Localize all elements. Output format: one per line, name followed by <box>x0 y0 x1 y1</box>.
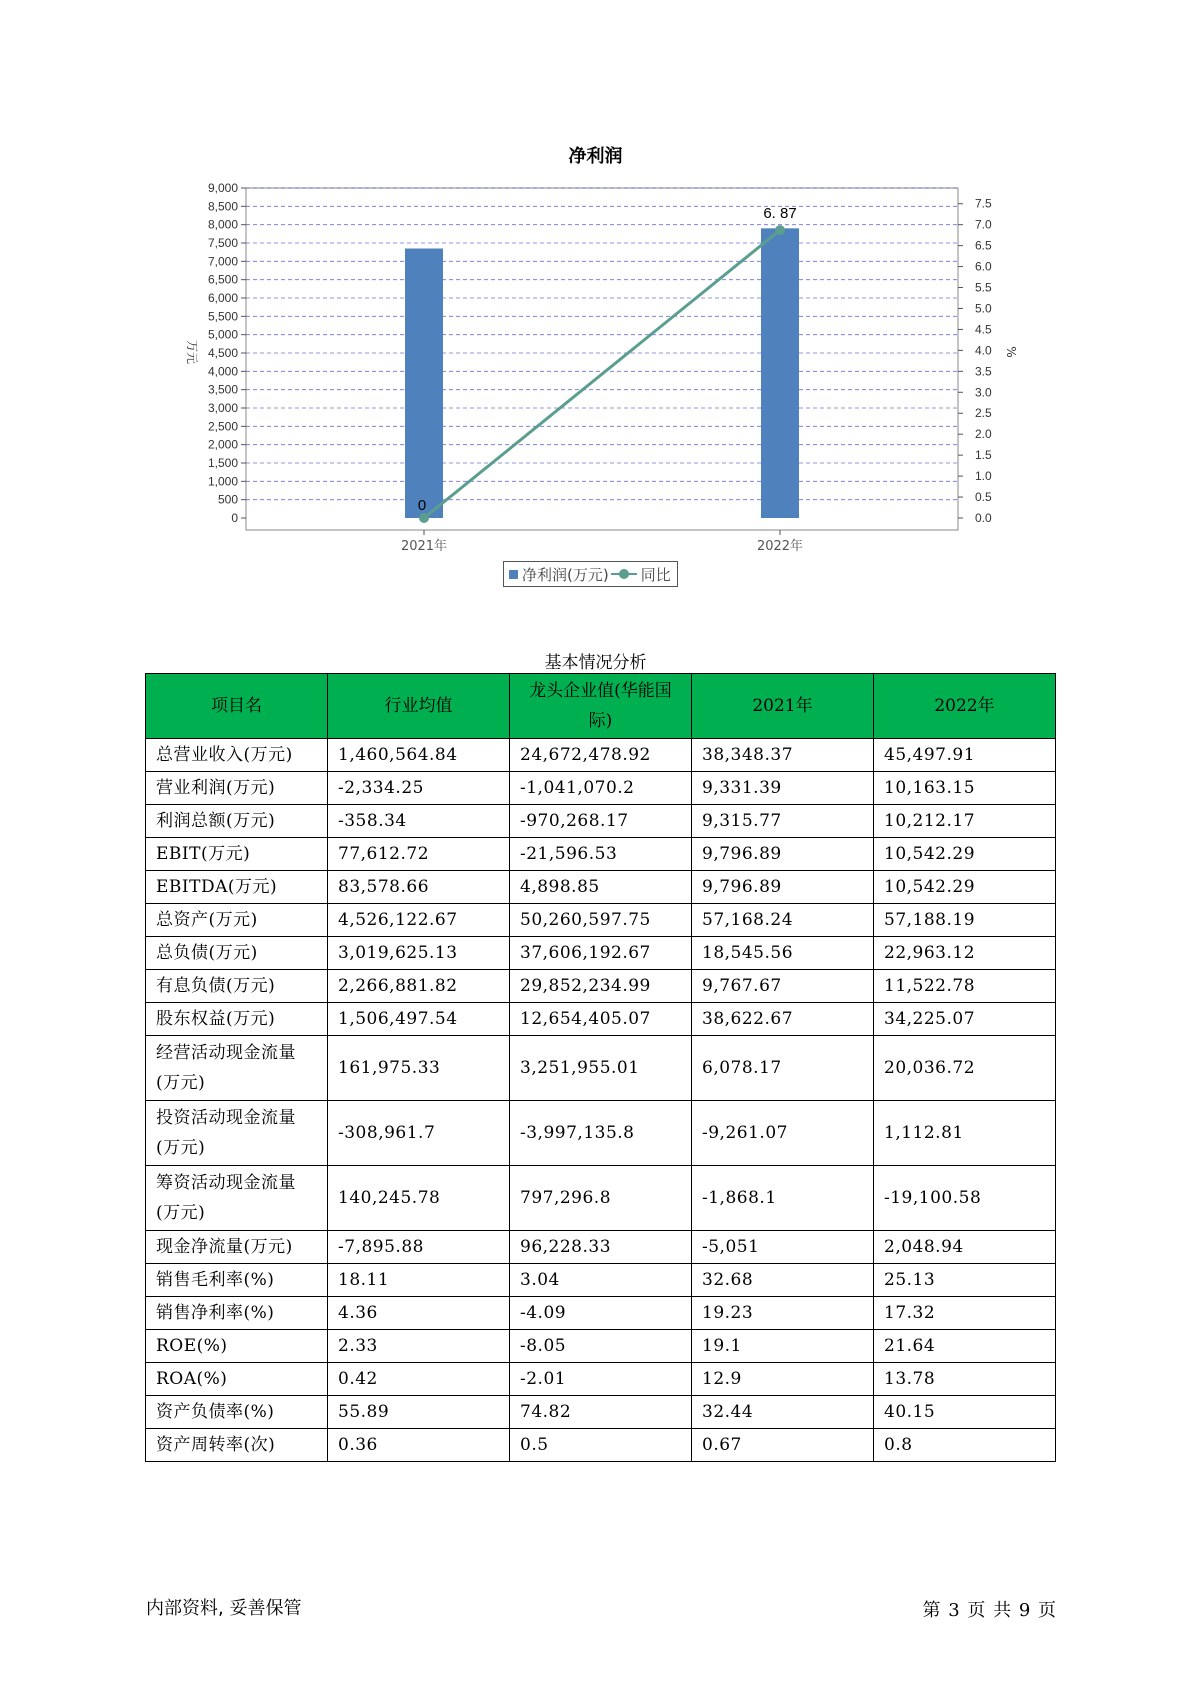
y2-tick-label: 6.0 <box>975 259 992 274</box>
data-label-yoy: 0 <box>417 497 427 514</box>
row-label-cell: EBITDA(万元) <box>146 871 328 904</box>
net-profit-chart <box>0 0 1191 560</box>
footer-page-number: 第 3 页 共 9 页 <box>922 1600 1056 1621</box>
table-cell: 19.1 <box>692 1330 874 1363</box>
y2-tick-label: 7.0 <box>975 217 992 232</box>
legend-line-swatch <box>611 569 637 579</box>
table-cell: 1,112.81 <box>874 1101 1056 1166</box>
table-row <box>146 937 1056 970</box>
table-cell: 9,331.39 <box>692 772 874 805</box>
y-tick-label: 6,000 <box>207 291 238 305</box>
y-tick-label: 0 <box>231 511 238 525</box>
row-label-cell: 利润总额(万元) <box>146 805 328 838</box>
table-cell: 13.78 <box>874 1363 1056 1396</box>
point-yoy-2022年 <box>775 225 785 235</box>
row-label-cell: 资产负债率(%) <box>146 1396 328 1429</box>
table-cell: 96,228.33 <box>510 1231 692 1264</box>
table-row <box>146 1330 1056 1363</box>
y-tick-label: 3,500 <box>207 382 238 397</box>
table-cell: 77,612.72 <box>328 838 510 871</box>
x-tick-label: 2022年 <box>756 539 804 554</box>
table-row <box>146 970 1056 1003</box>
table-cell: 797,296.8 <box>510 1166 692 1231</box>
table-cell: 9,767.67 <box>692 970 874 1003</box>
table-row <box>146 904 1056 937</box>
table-row <box>146 739 1056 772</box>
x-tick-label: 2021年 <box>400 539 448 554</box>
table-cell: 74.82 <box>510 1396 692 1429</box>
y-tick-label: 9,000 <box>207 181 238 195</box>
row-label-cell: 总负债(万元) <box>146 937 328 970</box>
y-tick-label: 7,000 <box>207 254 238 269</box>
table-cell: 2.33 <box>328 1330 510 1363</box>
basic-analysis-table <box>145 673 1056 1462</box>
y-tick-label: 500 <box>217 492 238 507</box>
y2-tick-label: 2.0 <box>975 427 992 442</box>
y-tick-label: 8,000 <box>207 217 238 232</box>
table-cell: 2,048.94 <box>874 1231 1056 1264</box>
table-cell: 17.32 <box>874 1297 1056 1330</box>
table-row <box>146 772 1056 805</box>
table-cell: -358.34 <box>328 805 510 838</box>
table-row <box>146 1363 1056 1396</box>
table-cell: 0.5 <box>510 1429 692 1462</box>
table-row <box>146 1429 1056 1462</box>
table-cell: 10,212.17 <box>874 805 1056 838</box>
table-cell: -19,100.58 <box>874 1166 1056 1231</box>
y-tick-label: 8,500 <box>207 199 238 214</box>
table-row <box>146 838 1056 871</box>
table-cell: 20,036.72 <box>874 1036 1056 1101</box>
table-row <box>146 871 1056 904</box>
table-cell: 22,963.12 <box>874 937 1056 970</box>
table-cell: -5,051 <box>692 1231 874 1264</box>
table-cell: 45,497.91 <box>874 739 1056 772</box>
table-cell: 0.8 <box>874 1429 1056 1462</box>
plot-area <box>246 188 958 530</box>
footer-confidential-note: 内部资料, 妥善保管 <box>146 1598 302 1619</box>
table-cell: 38,348.37 <box>692 739 874 772</box>
y-tick-label: 2,500 <box>207 419 238 434</box>
table-cell: 9,796.89 <box>692 871 874 904</box>
table-cell: 25.13 <box>874 1264 1056 1297</box>
table-cell: 9,315.77 <box>692 805 874 838</box>
header-item-name: 项目名 <box>146 674 328 739</box>
row-label-cell: 营业利润(万元) <box>146 772 328 805</box>
table-cell: -1,868.1 <box>692 1166 874 1231</box>
table-cell: 55.89 <box>328 1396 510 1429</box>
table-cell: 57,188.19 <box>874 904 1056 937</box>
table-row <box>146 1101 1056 1166</box>
y2-tick-label: 6.5 <box>975 238 992 253</box>
table-cell: 0.42 <box>328 1363 510 1396</box>
table-cell: 10,163.15 <box>874 772 1056 805</box>
y2-tick-label: 4.5 <box>975 322 992 337</box>
header-leader-value: 龙头企业值(华能国际) <box>510 674 692 739</box>
table-cell: 18,545.56 <box>692 937 874 970</box>
table-cell: 12.9 <box>692 1363 874 1396</box>
table-cell: 38,622.67 <box>692 1003 874 1036</box>
table-row <box>146 1297 1056 1330</box>
table-row <box>146 805 1056 838</box>
y-tick-label: 1,500 <box>207 456 238 470</box>
y-tick-label: 6,500 <box>207 272 238 287</box>
table-cell: 34,225.07 <box>874 1003 1056 1036</box>
table-cell: 11,522.78 <box>874 970 1056 1003</box>
row-label-cell: 现金净流量(万元) <box>146 1231 328 1264</box>
table-cell: 4.36 <box>328 1297 510 1330</box>
table-row <box>146 1003 1056 1036</box>
table-cell: 37,606,192.67 <box>510 937 692 970</box>
row-label-cell: 经营活动现金流量(万元) <box>146 1036 328 1101</box>
y2-tick-label: 0.5 <box>975 490 992 505</box>
table-cell: 1,506,497.54 <box>328 1003 510 1036</box>
row-label-cell: ROA(%) <box>146 1363 328 1396</box>
table-cell: -4.09 <box>510 1297 692 1330</box>
y-tick-label: 4,500 <box>207 346 238 360</box>
legend-bar-swatch <box>509 570 518 579</box>
y-tick-label: 5,500 <box>207 309 238 324</box>
header-industry-avg: 行业均值 <box>328 674 510 739</box>
table-cell: 6,078.17 <box>692 1036 874 1101</box>
table-cell: 32.44 <box>692 1396 874 1429</box>
y2-tick-label: 0.0 <box>975 511 992 525</box>
y-tick-label: 7,500 <box>207 236 238 250</box>
table-cell: -2,334.25 <box>328 772 510 805</box>
y2-tick-label: 3.0 <box>975 385 992 400</box>
table-cell: -9,261.07 <box>692 1101 874 1166</box>
legend-label-yoy: 同比 <box>640 565 671 584</box>
chart-legend <box>503 561 678 587</box>
point-yoy-2021年 <box>419 513 429 523</box>
bar-net-profit-2021年 <box>405 249 443 519</box>
table-cell: 4,526,122.67 <box>328 904 510 937</box>
row-label-cell: 筹资活动现金流量(万元) <box>146 1166 328 1231</box>
y2-tick-label: 3.5 <box>975 364 992 379</box>
table-cell: 12,654,405.07 <box>510 1003 692 1036</box>
table-cell: 2,266,881.82 <box>328 970 510 1003</box>
data-label-yoy: 6. 87 <box>763 205 797 223</box>
row-label-cell: 销售毛利率(%) <box>146 1264 328 1297</box>
table-cell: 40.15 <box>874 1396 1056 1429</box>
table-cell: 10,542.29 <box>874 838 1056 871</box>
table-cell: 19.23 <box>692 1297 874 1330</box>
table-cell: 83,578.66 <box>328 871 510 904</box>
table-cell: 140,245.78 <box>328 1166 510 1231</box>
table-cell: 50,260,597.75 <box>510 904 692 937</box>
row-label-cell: 销售净利率(%) <box>146 1297 328 1330</box>
row-label-cell: 股东权益(万元) <box>146 1003 328 1036</box>
table-cell: 1,460,564.84 <box>328 739 510 772</box>
table-cell: -21,596.53 <box>510 838 692 871</box>
y-tick-label: 1,000 <box>207 474 238 489</box>
table-row <box>146 1264 1056 1297</box>
y-tick-label: 4,000 <box>207 364 238 379</box>
y-tick-label: 3,000 <box>207 401 238 415</box>
table-cell: 0.36 <box>328 1429 510 1462</box>
table-cell: 18.11 <box>328 1264 510 1297</box>
table-cell: -7,895.88 <box>328 1231 510 1264</box>
table-cell: 3,251,955.01 <box>510 1036 692 1101</box>
table-cell: -2.01 <box>510 1363 692 1396</box>
row-label-cell: 总营业收入(万元) <box>146 739 328 772</box>
table-row <box>146 1166 1056 1231</box>
y2-tick-label: 2.5 <box>975 406 992 421</box>
row-label-cell: ROE(%) <box>146 1330 328 1363</box>
table-header-row <box>146 674 1056 739</box>
table-caption: 基本情况分析 <box>544 653 647 673</box>
row-label-cell: 有息负债(万元) <box>146 970 328 1003</box>
table-cell: -3,997,135.8 <box>510 1101 692 1166</box>
row-label-cell: 投资活动现金流量(万元) <box>146 1101 328 1166</box>
y-axis-title: 万元 <box>185 339 199 365</box>
y2-tick-label: 4.0 <box>975 343 992 358</box>
y-tick-label: 5,000 <box>207 327 238 342</box>
table-cell: 10,542.29 <box>874 871 1056 904</box>
table-row <box>146 1231 1056 1264</box>
y2-axis-title: % <box>1004 346 1018 358</box>
chart-title: 净利润 <box>568 146 623 167</box>
legend-label-net-profit: 净利润(万元) <box>522 565 609 584</box>
table-cell: -8.05 <box>510 1330 692 1363</box>
table-cell: 0.67 <box>692 1429 874 1462</box>
bar-net-profit-2022年 <box>761 228 799 518</box>
y2-tick-label: 1.5 <box>975 448 992 463</box>
table-cell: 57,168.24 <box>692 904 874 937</box>
table-cell: -970,268.17 <box>510 805 692 838</box>
table-cell: 29,852,234.99 <box>510 970 692 1003</box>
table-cell: 3,019,625.13 <box>328 937 510 970</box>
table-row <box>146 1036 1056 1101</box>
y-tick-label: 2,000 <box>207 437 238 452</box>
row-label-cell: 资产周转率(次) <box>146 1429 328 1462</box>
table-cell: -308,961.7 <box>328 1101 510 1166</box>
y2-tick-label: 5.0 <box>975 301 992 316</box>
table-row <box>146 1396 1056 1429</box>
y2-tick-label: 5.5 <box>975 280 992 295</box>
table-cell: 21.64 <box>874 1330 1056 1363</box>
table-cell: 32.68 <box>692 1264 874 1297</box>
y2-tick-label: 7.5 <box>975 196 992 211</box>
row-label-cell: EBIT(万元) <box>146 838 328 871</box>
header-2021: 2021年 <box>692 674 874 739</box>
row-label-cell: 总资产(万元) <box>146 904 328 937</box>
table-cell: -1,041,070.2 <box>510 772 692 805</box>
y2-tick-label: 1.0 <box>975 469 992 484</box>
table-cell: 161,975.33 <box>328 1036 510 1101</box>
table-cell: 9,796.89 <box>692 838 874 871</box>
table-cell: 4,898.85 <box>510 871 692 904</box>
table-cell: 24,672,478.92 <box>510 739 692 772</box>
header-2022: 2022年 <box>874 674 1056 739</box>
table-cell: 3.04 <box>510 1264 692 1297</box>
